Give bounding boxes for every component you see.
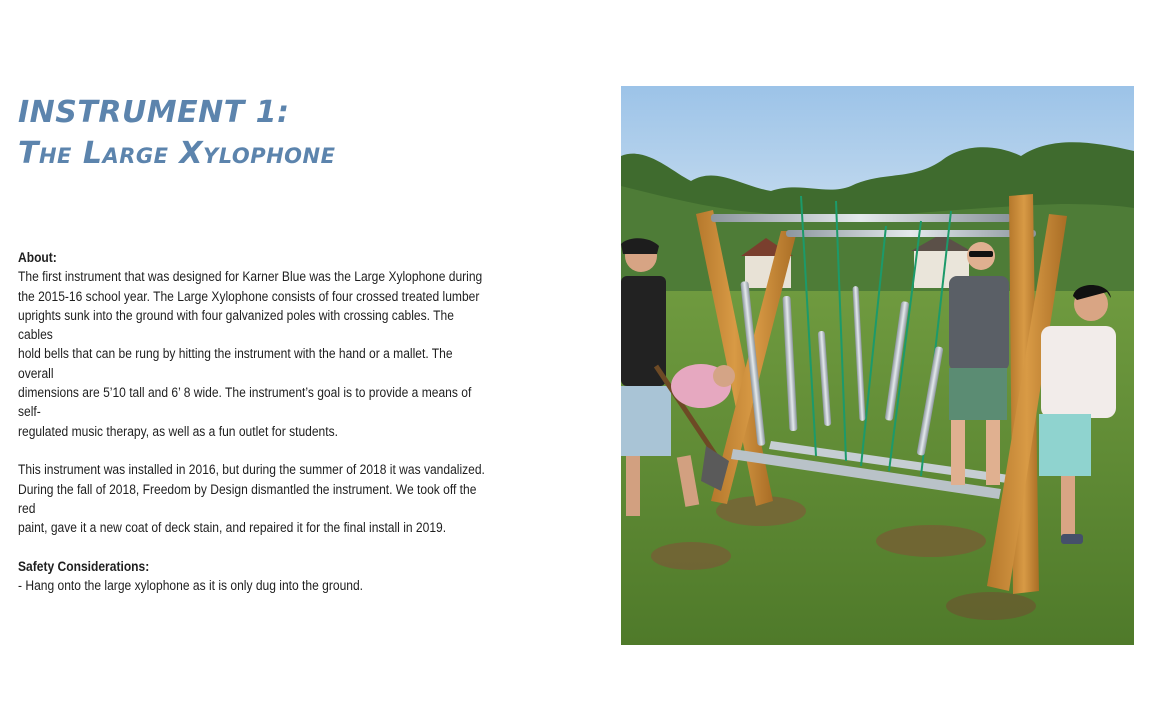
person-shorts	[949, 368, 1007, 420]
page-title	[18, 92, 335, 174]
sunglasses	[969, 251, 993, 257]
safety-item-1: - Hang onto the large xylophone as it is only dug into the ground.	[18, 578, 364, 594]
about-line-6: regulated music therapy, as well as a fun outlet for students.	[18, 423, 338, 439]
dirt-patch	[946, 592, 1036, 620]
top-pole	[786, 230, 1036, 237]
person-leg	[951, 420, 965, 485]
person-shirt	[1041, 326, 1116, 418]
crouching-person-head	[713, 365, 735, 387]
about-heading: About:	[18, 250, 57, 265]
history-line-1: This instrument was installed in 2016, but during the summer of 2018 it was vandalized.	[18, 462, 485, 478]
about-line-3: uprights sunk into the ground with four galvanized poles with crossing cables. The cables	[18, 307, 454, 343]
paragraph-gap	[18, 441, 486, 460]
about-line-5: dimensions are 5’10 tall and 6’ 8 wide. The instrument’s goal is to provide a means of self-	[18, 385, 472, 420]
dirt-patch	[651, 542, 731, 570]
paragraph-gap	[18, 537, 486, 556]
title-line-1: INSTRUMENT 1:	[18, 95, 290, 130]
xylophone-photo	[621, 86, 1134, 645]
about-line-1: The first instrument that was designed for Karner Blue was the Large Xylophone during	[18, 269, 483, 285]
top-pole	[711, 214, 1011, 222]
history-line-3: paint, gave it a new coat of deck stain, and repaired it for the final install in 2019.	[18, 520, 447, 536]
person-leg	[986, 420, 1000, 485]
about-line-2: the 2015-16 school year. The Large Xylophone consists of four crossed treated lumber	[18, 288, 480, 304]
person-leg	[626, 456, 640, 516]
xylophone-photo-illustration	[621, 86, 1134, 645]
person-shorts	[1039, 414, 1091, 476]
about-line-4: hold bells that can be rung by hitting the instrument with the hand or a mallet. The overall	[18, 346, 453, 381]
dirt-patch	[876, 525, 986, 557]
person-leg	[1061, 476, 1075, 536]
history-line-2: During the fall of 2018, Freedom by Design dismantled the instrument. We took off the red	[18, 481, 477, 516]
title-line-2: The Large Xylophone	[18, 136, 336, 171]
person-shoe	[1061, 534, 1083, 544]
safety-heading: Safety Considerations:	[18, 558, 150, 574]
person-shorts	[621, 386, 671, 456]
description-block	[18, 248, 486, 595]
person-shirt	[949, 276, 1009, 371]
